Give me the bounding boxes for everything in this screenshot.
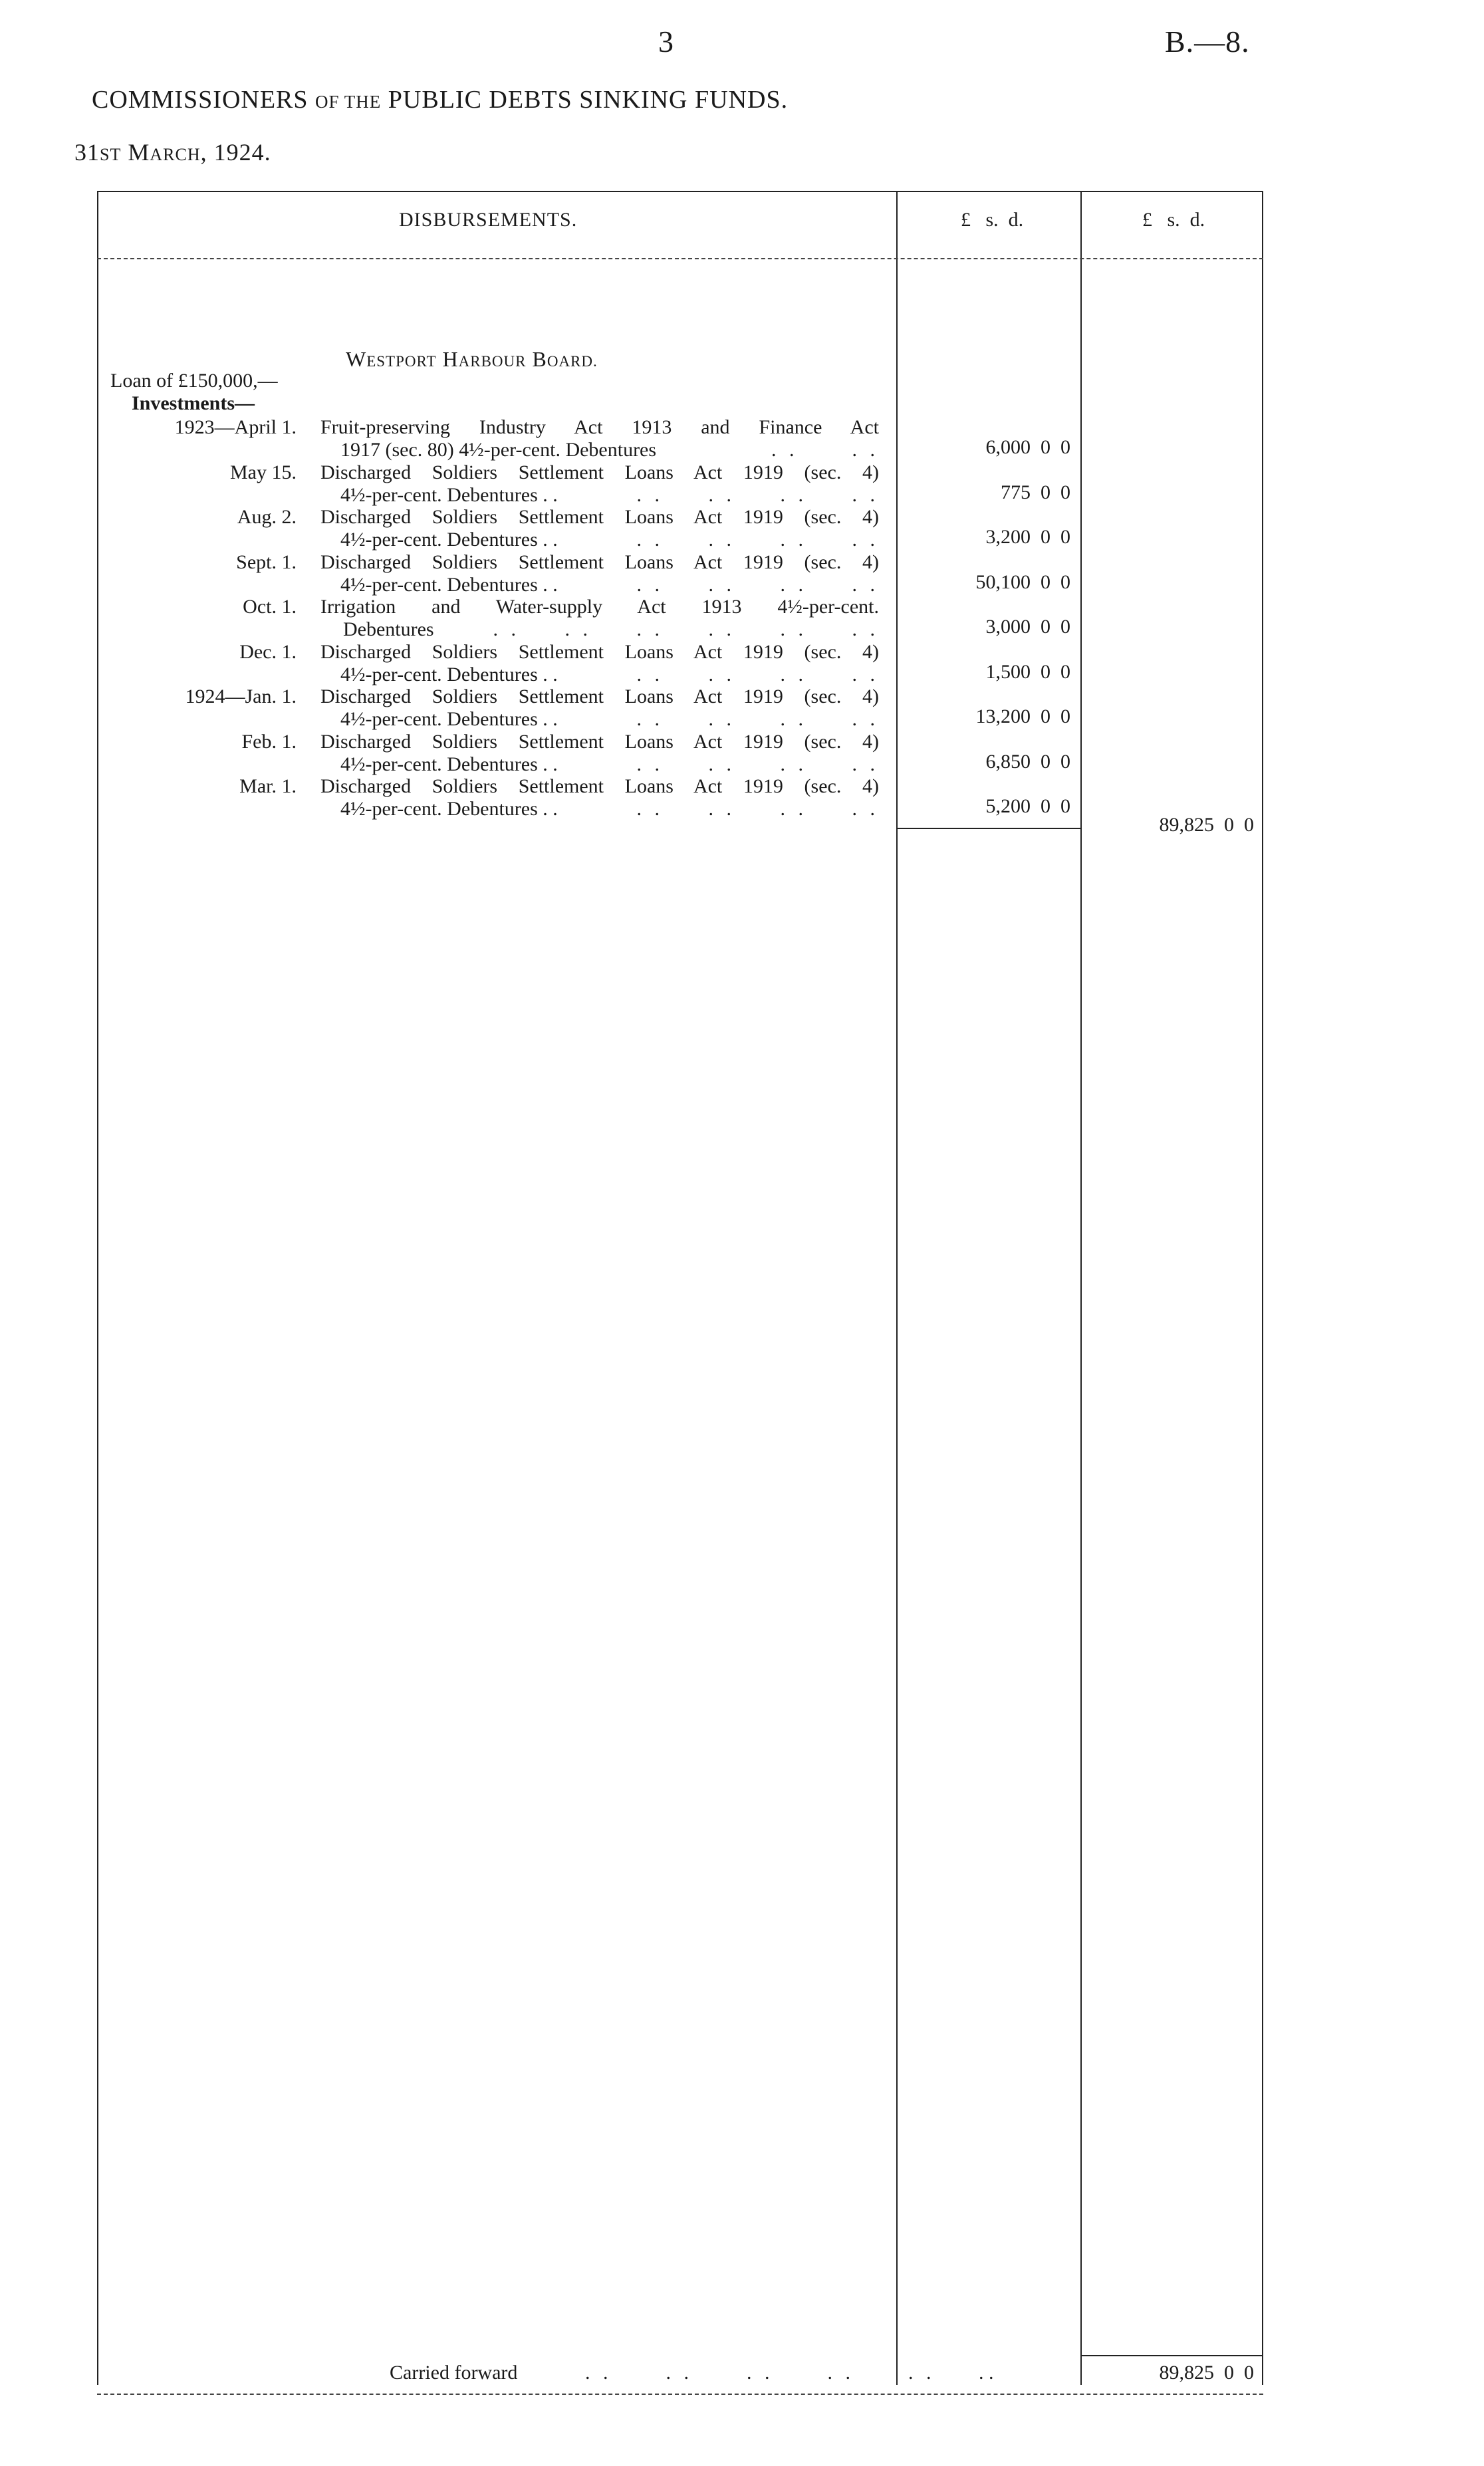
row-description-line1: Discharged Soldiers Settlement Loans Act 1919 (sec. 4) [320,685,879,707]
row-description-line2: 1917 (sec. 80) 4½-per-cent. Debentures [340,439,657,461]
carried-forward-leaders: . . . . . . . . . . [585,2362,935,2384]
row-date: Sept. 1. [236,551,297,573]
row-leaders: . . . . . . . . [636,484,879,506]
row-amount: 775 0 0 [1001,481,1070,503]
carried-forward-rule [1080,2355,1263,2356]
row-amount: 13,200 0 0 [975,705,1070,727]
row-amount: 3,000 0 0 [985,616,1070,638]
header-disbursements: DISBURSEMENTS. [399,209,578,231]
title-part: H [436,347,459,371]
carried-forward-label: Carried forward [390,2362,518,2384]
investments-label: Investments— [132,392,255,414]
carried-forward-total: 89,825 0 0 [1159,2362,1254,2384]
row-description-line2: 4½-per-cent. Debentures . . [340,798,558,820]
document-heading [92,85,788,114]
table-left-border [97,191,98,2385]
row-date: May 15. [230,461,297,483]
section-title [346,347,598,372]
table-right-border [1262,191,1263,2385]
heading-part: PUBLIC DEBTS SINKING FUNDS. [381,86,789,114]
row-description-line1: Discharged Soldiers Settlement Loans Act 1919 (sec. 4) [320,641,879,663]
title-part: OARD. [547,353,598,370]
document-reference: B.—8. [1165,25,1250,59]
row-date: 1923—April 1. [174,416,297,438]
row-description-line2: 4½-per-cent. Debentures . . [340,574,558,596]
date-part: ST [100,145,122,164]
row-leaders: . . . . . . . . [636,798,879,820]
date-part: M [128,139,150,166]
header-money-col1: £ s. d. [961,209,1024,231]
row-date: Aug. 2. [237,506,297,528]
row-description-line1: Discharged Soldiers Settlement Loans Act 1919 (sec. 4) [320,506,879,528]
row-description-line2: 4½-per-cent. Debentures . . [340,484,558,506]
row-description-line2: 4½-per-cent. Debentures . . [340,529,558,551]
carried-forward-col1: . . [979,2362,994,2384]
row-amount: 6,850 0 0 [985,751,1070,773]
row-description-line1: Irrigation and Water-supply Act 1913 4½-per-cent. [320,596,879,618]
section-total: 89,825 0 0 [1159,814,1254,836]
loan-label: Loan of £150,000,— [110,370,278,392]
column-divider-2 [1080,191,1082,2385]
table-bottom-rule [97,2394,1263,2395]
row-leaders: . . . . . . . . [636,753,879,775]
row-amount: 50,100 0 0 [975,571,1070,593]
subtotal-rule [898,828,1080,829]
row-date: Dec. 1. [239,641,297,663]
row-date: 1924—Jan. 1. [185,685,297,707]
row-leaders: . . . . . . . . . . . . [493,618,879,640]
row-description-line1: Discharged Soldiers Settlement Loans Act 1919 (sec. 4) [320,775,879,797]
row-description-line1: Discharged Soldiers Settlement Loans Act 1919 (sec. 4) [320,551,879,573]
row-description-line2: Debentures [343,618,434,640]
column-divider-1 [896,191,898,2385]
row-date: Mar. 1. [239,775,297,797]
row-amount: 6,000 0 0 [985,436,1070,458]
row-description-line1: Discharged Soldiers Settlement Loans Act 1919 (sec. 4) [320,731,879,753]
heading-part: COMMISSIONERS [92,86,316,114]
date-part: ARCH [150,145,201,164]
date-part: 31 [74,139,100,166]
row-description-line1: Discharged Soldiers Settlement Loans Act 1919 (sec. 4) [320,461,879,483]
page-number: 3 [658,25,674,59]
row-date: Oct. 1. [243,596,297,618]
header-rule [97,258,1263,259]
row-description-line2: 4½-per-cent. Debentures . . [340,753,558,775]
row-leaders: . . . . . . . . [636,529,879,551]
header-money-col2: £ s. d. [1142,209,1205,231]
row-leaders: . . . . . . . . [636,664,879,685]
row-description-line1: Fruit-preserving Industry Act 1913 and Finance Act [320,416,879,438]
row-leaders: . . . . . . . . [636,708,879,730]
statement-date [74,138,271,166]
title-part: B [526,347,547,371]
row-amount: 5,200 0 0 [985,795,1070,817]
row-leaders: . . . . [771,439,879,461]
table-top-rule [97,191,1263,192]
row-date: Feb. 1. [241,731,297,753]
heading-part: OF THE [315,92,382,112]
row-leaders: . . . . . . . . [636,574,879,596]
title-part: ARBOUR [458,353,527,370]
title-part: ESTPORT [366,353,437,370]
row-amount: 3,200 0 0 [985,526,1070,548]
row-amount: 1,500 0 0 [985,661,1070,683]
date-part: , 1924. [200,139,271,166]
row-description-line2: 4½-per-cent. Debentures . . [340,664,558,685]
title-part: W [346,347,367,371]
row-description-line2: 4½-per-cent. Debentures . . [340,708,558,730]
